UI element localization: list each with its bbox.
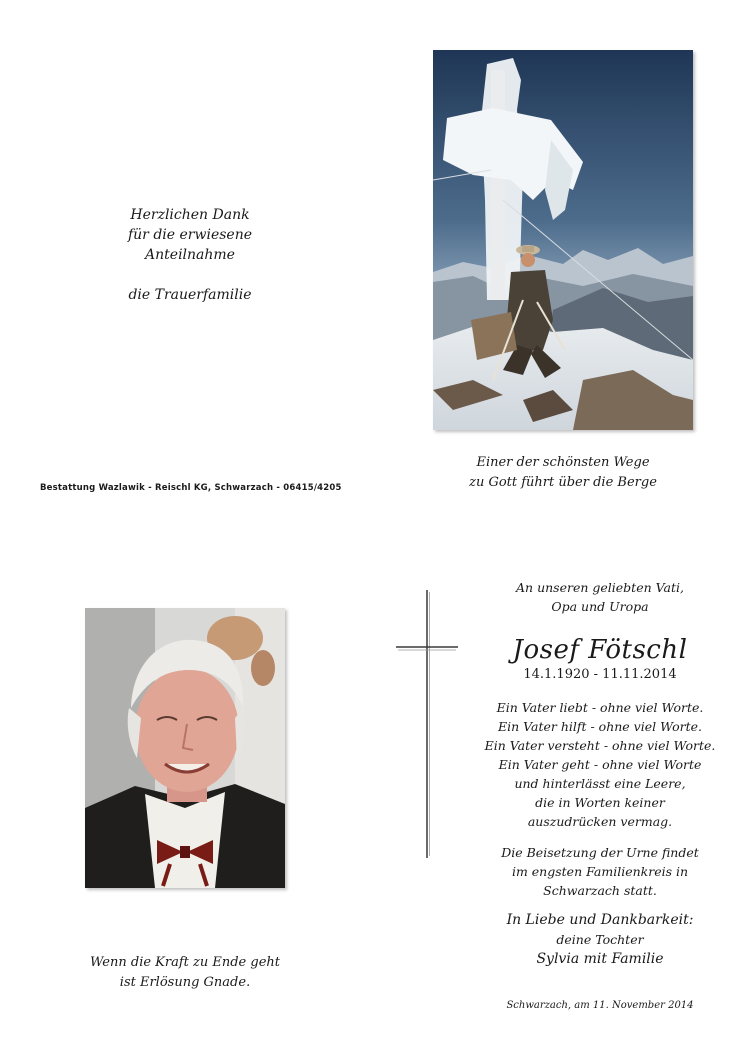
daughter-label: deine Tochter bbox=[556, 932, 644, 947]
life-dates: 14.1.1920 - 11.11.2014 bbox=[523, 667, 677, 682]
poem-line: Ein Vater hilft - ohne viel Worte. bbox=[497, 719, 703, 734]
thanks-line: Herzlichen Dank bbox=[130, 207, 250, 223]
poem-line: Ein Vater versteht - ohne viel Worte. bbox=[484, 738, 716, 753]
poem-line: auszudrücken vermag. bbox=[527, 814, 673, 829]
poem-line: Ein Vater liebt - ohne viel Worte. bbox=[496, 700, 704, 715]
obituary-text bbox=[470, 578, 730, 969]
urn-line: Die Beisetzung der Urne findet bbox=[501, 845, 699, 860]
thanks-signature: die Trauerfamilie bbox=[128, 287, 252, 303]
daughter-name: Sylvia mit Familie bbox=[536, 951, 664, 967]
caption-line: Wenn die Kraft zu Ende geht bbox=[90, 955, 280, 970]
caption-line: zu Gott führt über die Berge bbox=[469, 475, 657, 490]
place-and-date: Schwarzach, am 11. November 2014 bbox=[506, 1000, 694, 1011]
mountain-summit-photo bbox=[433, 50, 693, 430]
portrait-photo-caption bbox=[60, 953, 310, 993]
poem-line: die in Worten keiner bbox=[535, 795, 665, 810]
urn-line: Schwarzach statt. bbox=[543, 883, 657, 898]
thanks-line: für die erwiesene bbox=[127, 227, 252, 243]
intro bbox=[470, 578, 730, 616]
poem-line: und hinterlässt eine Leere, bbox=[514, 776, 686, 791]
poem bbox=[470, 698, 730, 831]
intro-line: An unseren geliebten Vati, bbox=[516, 580, 684, 595]
deceased-name: Josef Fötschl bbox=[512, 635, 688, 665]
funeral-company-line: Bestattung Wazlawik - Reischl KG, Schwarzach - 06415/4205 bbox=[40, 483, 342, 493]
caption-line: ist Erlösung Gnade. bbox=[119, 975, 251, 990]
poem-line: Ein Vater geht - ohne viel Worte bbox=[498, 757, 702, 772]
caption-line: Einer der schönsten Wege bbox=[476, 455, 650, 470]
urn-notice bbox=[470, 843, 730, 900]
portrait-photo bbox=[85, 608, 285, 888]
thanks-block bbox=[80, 205, 300, 305]
memorial-cross bbox=[396, 590, 458, 858]
thanks-line: Anteilnahme bbox=[145, 247, 235, 263]
urn-line: im engsten Familienkreis in bbox=[511, 864, 689, 879]
intro-line: Opa und Uropa bbox=[551, 599, 649, 614]
love-line: In Liebe und Dankbarkeit: bbox=[506, 912, 694, 928]
mountain-photo-caption bbox=[430, 453, 696, 493]
